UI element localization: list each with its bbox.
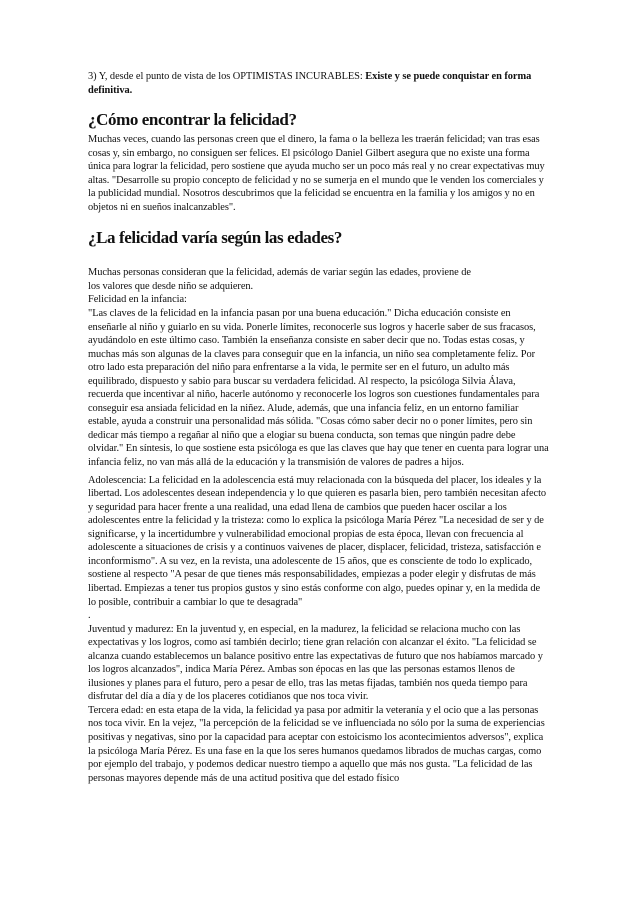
tercera-edad-paragraph: Tercera edad: en esta etapa de la vida, la felicidad ya pasa por admitir la veteranía y el ocio que a las personas nos toca vivir. En la vejez, "la percepción de la felicidad se ve influenciada no sólo por la suma de experiencias positivas y negativas, sino por la capacidad para aceptar con estoicismo los acontecimientos adversos", explica la psicóloga María Pérez. Es una fase en la que los seres humanos quedamos librados de muchas cargas, como por ejemplo del trabajo, y podemos dedicar nuestro tiempo a aquello que más nos gusta. "La felicidad de las personas mayores depende más de una actitud positiva que del estado físico xyxy=(88,704,545,784)
edades-intro-line-2: los valores que desde niño se adquieren. xyxy=(88,280,254,292)
infancia-paragraph: "Las claves de la felicidad en la infancia pasan por una buena educación." Dicha educación consiste en enseñarle al niño y guiarlo en su vida. Ponerle límites, reconocerle sus logros y hacerle saber de sus fracasos, ayudándolo en este último caso. También la enseñanza consiste en saber decir que no. Todas estas cosas, y muchas más son algunas de la claves para conseguir que en la infancia, un niño sea completamente feliz. Por otro lado esta preparación del niño para enfrentarse a la vida, le permite ser en el futuro, un adulto más equilibrado, dispuesto y sabio para buscar su verdadera felicidad. Al respecto, la psicóloga Silvia Álava, recuerda que incentivar al niño, hacerle autónomo y reconocerle los logros son cuestiones fundamentales para conseguir esa ansiada felicidad en la niñez. Alude, además, que una infancia feliz, en un entorno familiar estable, ayuda a construir una personalidad más sólida. "Cosas cómo saber decir no o poner límites, pero sin dedicar más tiempo a regañar al niño que a elogiar su buena conducta, son temas que ningún padre debe olvidar." En síntesis, lo que sostiene esta psicóloga es que las claves que hay que tener en cuenta para lograr una infancia feliz, no van más allá de la educación y la transmisión de valores de padres a hijos. xyxy=(88,308,549,469)
intro-bold-text: Existe y se puede conquistar en forma definitiva. xyxy=(88,71,532,96)
stray-period: . xyxy=(88,610,91,622)
section-heading-encontrar: ¿Cómo encontrar la felicidad? xyxy=(88,110,297,130)
infancia-label: Felicidad en la infancia: xyxy=(88,294,187,306)
document-page xyxy=(88,70,550,785)
intro-paragraph xyxy=(88,70,550,97)
edades-intro-line-1: Muchas personas consideran que la felicidad, además de variar según las edades, proviene de xyxy=(88,267,471,279)
juventud-paragraph: Juventud y madurez: En la juventud y, en especial, en la madurez, la felicidad se relaciona mucho con las expectativas y los logros, como así también decirlo; tiene gran relación con alcanzar el éxito. "La felicidad se alcanza cuando establecemos un balance positivo entre las expectativas de futuro que nos habíamos marcado y los logros alcanzados", indica María Pérez. Ambas son épocas en las que las personas estamos llenos de ilusiones y planes para el futuro, pero a pesar de ello, tras las metas fijadas, también nos queda tiempo para disfrutar del día a día y de los placeres cotidianos que nos toca vivir. xyxy=(88,623,543,703)
adolescencia-paragraph: Adolescencia: La felicidad en la adolescencia está muy relacionada con la búsqueda del placer, los ideales y la libertad. Los adolescentes desean independencia y lo que quieren es pasarla bien, pero también necesitan afecto y seguridad para hacer frente a una realidad, una edad llena de cambios que pueden hacer oscilar a los adolescentes entre la felicidad y la tristeza: como lo explica la psicóloga María Pérez "La necesidad de ser y de significarse, y la incertidumbre y vulnerabilidad emocional propias de esta época, llevan con frecuencia al adolescente a situaciones de crisis y a continuos vaivenes de placer, displacer, felicidad, tristeza, satisfacción e inconformismo". A su vez, en la revista, una adolescente de 15 años, que es consciente de todo lo explicado, sostiene al respecto "A pesar de que tienes más responsabilidades, empiezas a poder elegir y disfrutas de más libertad. Empiezas a tener tus propios gustos y sino estás conforme con algo, puedes opinar y, en la medida de lo posible, contribuir a cambiar lo que te desagrada" xyxy=(88,474,547,608)
intro-text: 3) Y, desde el punto de vista de los OPTIMISTAS INCURABLES: xyxy=(88,71,366,82)
section-heading-edades: ¿La felicidad varía según las edades? xyxy=(88,228,342,248)
blank-line xyxy=(88,253,550,266)
section-body-encontrar: Muchas veces, cuando las personas creen que el dinero, la fama o la belleza les traerán felicidad; van tras esas cosas y, sin embargo, no consiguen ser felices. El psicólogo Daniel Gilbert asegura que no existe una forma única para lograr la felicidad, pero sostiene que ayuda mucho ser un poco más real y no crear expectativas muy altas. "Desarrolle su propio concepto de felicidad y no se sumerja en el mundo que le venden los comerciales y la publicidad mundial. Nosotros descubrimos que la felicidad se encuentra en la familia y los amigos y no en objetos ni en sueños inalcanzables". xyxy=(88,134,545,213)
